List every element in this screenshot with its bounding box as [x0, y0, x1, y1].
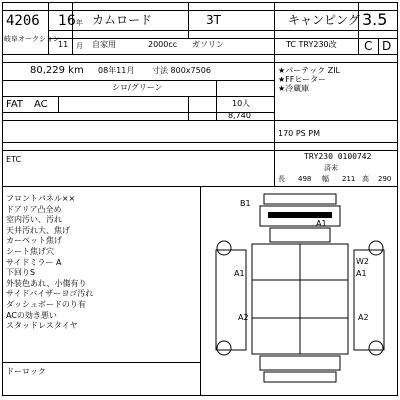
divider [2, 362, 200, 363]
note-item: シート焦げ穴 [6, 246, 54, 256]
divider [274, 2, 275, 54]
size: 寸法 800x7506 [152, 66, 211, 75]
grade: 3T [206, 13, 221, 27]
windshield [270, 228, 330, 242]
note-item: ダッシュボードのり有 [6, 299, 86, 309]
year-unit: 年 [76, 19, 83, 27]
car-name: カムロード [92, 13, 153, 27]
month-unit: 月 [76, 42, 83, 50]
divider [200, 186, 201, 396]
model-code: TC TRY230改 [286, 40, 337, 49]
note-item: ACの効き悪い [6, 310, 57, 320]
footer-note: ドーロック [6, 367, 46, 376]
note-item: 下回りS [6, 268, 36, 278]
left-side [216, 250, 246, 350]
wheel-rear-left [217, 341, 231, 355]
divider [188, 2, 189, 38]
damage-mark: A1 [356, 269, 367, 278]
note-item: サイドミラー A [6, 257, 62, 267]
divider [378, 38, 379, 54]
equipment: ETC [6, 155, 22, 164]
feature-item: ★冷蔵庫 [278, 84, 310, 93]
damage-mark: W2 [356, 257, 369, 266]
damage-mark: A1 [234, 269, 245, 278]
color: シロ/グリーン [112, 83, 163, 92]
wheel-front-left [217, 241, 231, 255]
chassis-status: 済未 [324, 164, 338, 172]
power: 170 PS PM [278, 129, 320, 138]
body-type: キャンピング [288, 13, 360, 27]
venue: 岐阜オークション [4, 35, 60, 43]
divider [48, 38, 398, 39]
divider [188, 96, 189, 120]
width-label: 幅 [322, 175, 329, 183]
height-value: 290 [378, 175, 392, 183]
feature-list [278, 66, 340, 93]
rear-panel [260, 356, 340, 370]
divider [48, 30, 398, 31]
divider [2, 142, 398, 143]
divider [274, 54, 275, 142]
note-item: カーペット焦げ [6, 236, 62, 246]
note-item: ドアリア凸全め [6, 204, 62, 214]
note-item: 外装色あれ、小傷有り [6, 278, 87, 288]
divider [2, 150, 398, 151]
divider [2, 54, 398, 55]
lot-number: 4206 [6, 13, 40, 29]
note-item: 室内汚い、汚れ [6, 215, 62, 225]
divider [358, 2, 359, 54]
length-value: 498 [298, 175, 312, 183]
wheel-front-right [369, 241, 383, 255]
wheel-rear-right [369, 341, 383, 355]
rear-bumper [264, 372, 336, 382]
inspection: 08年11月 [98, 66, 135, 75]
score: 3.5 [362, 10, 388, 29]
divider [2, 80, 274, 81]
car-diagram [204, 190, 396, 394]
width-value: 211 [342, 175, 356, 183]
height-label: 高 [362, 175, 369, 183]
fuel: ガソリン [192, 40, 224, 49]
note-item: フロントパネル×× [6, 194, 76, 203]
notes-list [6, 194, 93, 332]
note-item: スタッドレスタイヤ [6, 321, 78, 331]
divider [2, 120, 398, 121]
capacity: 10人 [232, 99, 251, 108]
chassis-number: TRY230 0100742 [304, 152, 372, 161]
interior-grade: C [364, 39, 373, 53]
feature-item: ★FFヒーター [278, 75, 327, 84]
use-type: 自家用 [92, 40, 116, 49]
aircon: AC [34, 99, 48, 110]
length-label: 長 [278, 175, 285, 183]
front-bumper [264, 194, 336, 204]
divider [2, 96, 274, 97]
divider [216, 80, 217, 120]
damage-mark: A2 [358, 313, 369, 322]
divider [2, 62, 398, 63]
divider [58, 96, 59, 112]
exterior-grade: D [382, 39, 392, 53]
max-load: 8,740 [228, 111, 251, 120]
divider [48, 2, 49, 54]
divider [2, 10, 398, 11]
feature-item: ★パーテック ZIL [278, 66, 341, 75]
displacement: 2000cc [148, 40, 178, 49]
divider [274, 142, 275, 186]
note-item: 天井汚れ大、焦げ [6, 225, 70, 235]
damage-mark: A1 [316, 219, 327, 228]
year: 16 [58, 13, 76, 29]
damage-mark: B1 [240, 199, 251, 208]
mileage: 80,229 km [30, 65, 84, 76]
damage-mark: A2 [238, 313, 249, 322]
month: 11 [58, 40, 69, 49]
transmission: FAT [6, 99, 24, 110]
note-item: サイドバイザーヨゴ汚れ [6, 289, 94, 299]
